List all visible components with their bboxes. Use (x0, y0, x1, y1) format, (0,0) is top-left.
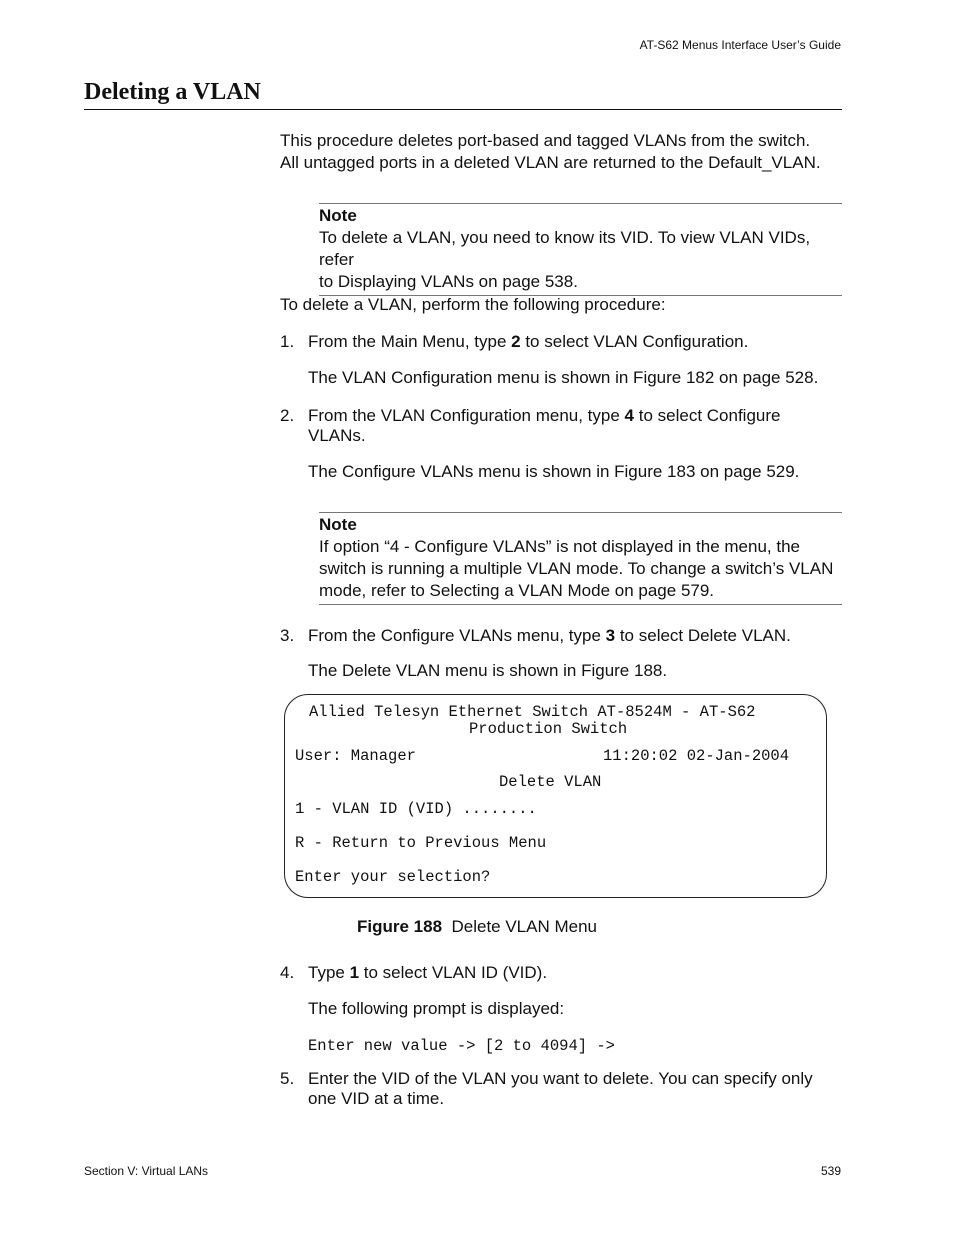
terminal-option-return: R - Return to Previous Menu (295, 834, 547, 852)
figure-caption-text: Delete VLAN Menu (451, 917, 598, 936)
procedure-intro: To delete a VLAN, perform the following procedure: (280, 295, 666, 314)
footer-section: Section V: Virtual LANs (84, 1164, 209, 1178)
intro-line-1: This procedure deletes port-based and tagged VLANs from the switch. (280, 131, 811, 150)
figure-label: Figure 188 (356, 917, 443, 936)
section-title: Deleting a VLAN (84, 76, 842, 110)
intro-paragraph (280, 130, 845, 174)
note-line-2: to Displaying VLANs on page 538. (319, 272, 578, 291)
note-title: Note (319, 515, 357, 534)
terminal-menu-title: Delete VLAN (499, 773, 602, 791)
note-line-3: mode, refer to Selecting a VLAN Mode on page 579. (319, 581, 715, 600)
terminal-subtitle: Production Switch (469, 720, 628, 738)
step-text: From the VLAN Configuration menu, type 4 to select Configure VLANs. (308, 406, 781, 445)
note-line-1: To delete a VLAN, you need to know its VID. To view VLAN VIDs, refer (319, 228, 811, 269)
terminal-screen (284, 694, 827, 898)
step-number: 2. (280, 406, 295, 425)
step-text: From the Main Menu, type 2 to select VLAN Configuration. (308, 332, 749, 351)
step-4-result: The following prompt is displayed: (308, 999, 565, 1018)
terminal-user: User: Manager (295, 747, 416, 765)
step-text: Type 1 to select VLAN ID (VID). (308, 963, 548, 982)
step-text: Enter the VID of the VLAN you want to delete. You can specify only one VID at a time. (308, 1069, 813, 1108)
step-1-result: The VLAN Configuration menu is shown in Figure 182 on page 528. (308, 368, 819, 387)
step-number: 4. (280, 963, 295, 982)
note-line-2: switch is running a multiple VLAN mode. To change a switch’s VLAN (319, 559, 834, 578)
terminal-option-vlan-id: 1 - VLAN ID (VID) ........ (295, 800, 537, 818)
step-2-result: The Configure VLANs menu is shown in Figure 183 on page 529. (308, 462, 800, 481)
terminal-datetime: 11:20:02 02-Jan-2004 (603, 747, 790, 765)
step-number: 5. (280, 1069, 295, 1088)
note-line-1: If option “4 - Configure VLANs” is not displayed in the menu, the (319, 537, 800, 556)
step-number: 1. (280, 332, 295, 351)
step-3-result: The Delete VLAN menu is shown in Figure 188. (308, 661, 668, 680)
prompt-line: Enter new value -> [2 to 4094] -> (308, 1037, 615, 1055)
step-text: From the Configure VLANs menu, type 3 to select Delete VLAN. (308, 626, 791, 645)
intro-line-2: All untagged ports in a deleted VLAN are returned to the Default_VLAN. (280, 153, 821, 172)
note-title: Note (319, 206, 357, 225)
terminal-prompt: Enter your selection? (295, 868, 491, 886)
terminal-title: Allied Telesyn Ethernet Switch AT-8524M - AT-S62 (309, 703, 756, 721)
running-header: AT-S62 Menus Interface User’s Guide (639, 38, 841, 52)
step-number: 3. (280, 626, 295, 645)
page-number: 539 (820, 1164, 841, 1178)
note-box-1 (319, 203, 842, 296)
note-box-2 (319, 512, 842, 605)
figure-caption (0, 917, 954, 937)
